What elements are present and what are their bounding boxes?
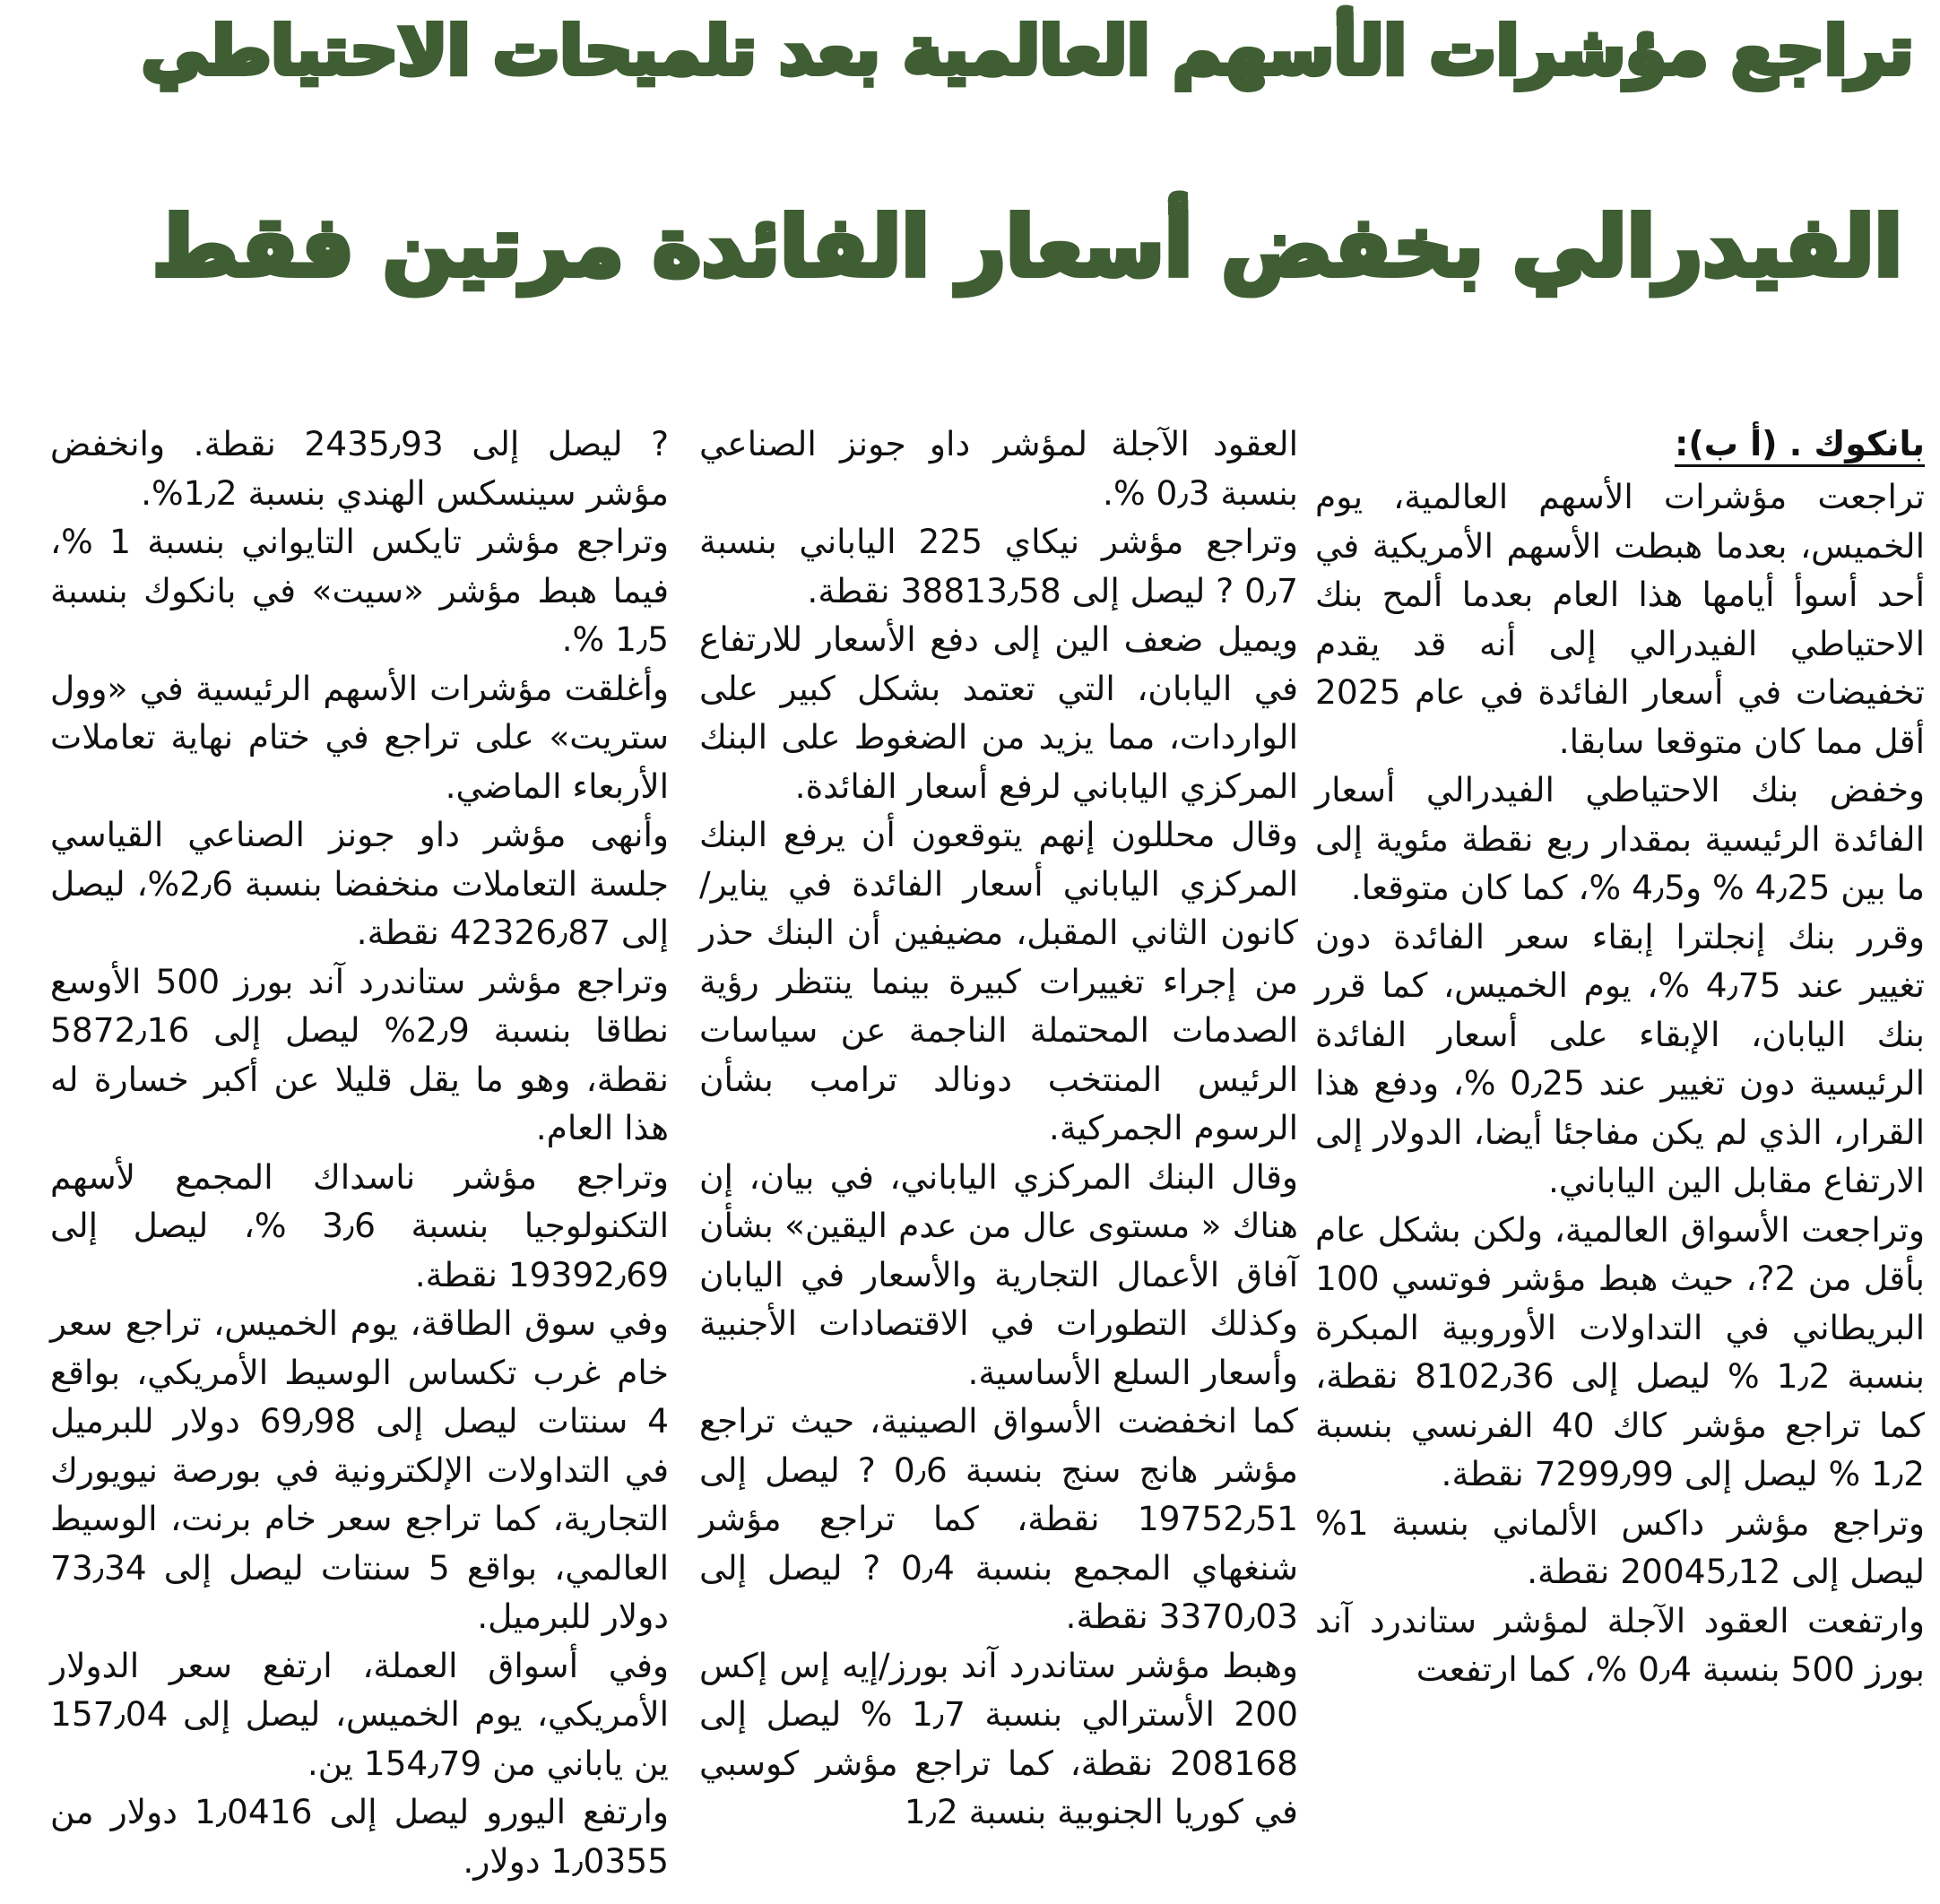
paragraph: وقال البنك المركزي الياباني، في بيان، إن هناك « مستوى عال من عدم اليقين» بشأن آفاق الأعمال التجارية والأسعار في اليابان وكذلك التطورات في الاقتصادات الأجنبية وأسعار السلع الأساسية. bbox=[699, 1156, 1298, 1392]
paragraph: كما انخفضت الأسواق الصينية، حيث تراجع مؤشر هانج سنج بنسبة 0٫6 ? ليصل إلى 19752٫51 نقطة، كما تراجع مؤشر شنغهاي المجمع بنسبة 0٫4 ? ليصل إلى 3370٫03 نقطة. bbox=[699, 1401, 1298, 1636]
paragraph: وتراجع مؤشر تايكس التايواني بنسبة 1 %، فيما هبط مؤشر «سيت» في بانكوك بنسبة 1٫5 %. bbox=[50, 522, 670, 659]
paragraph: ? ليصل إلى 2435٫93 نقطة. وانخفض مؤشر سينسكس الهندي بنسبة 1٫2%. bbox=[50, 424, 669, 513]
paragraph: العقود الآجلة لمؤشر داو جونز الصناعي بنسبة 0٫3 %. bbox=[699, 424, 1298, 513]
paragraph: وارتفعت العقود الآجلة لمؤشر ستاندرد آند بورز 500 بنسبة 0٫4 %، كما ارتفعت bbox=[1315, 1600, 1925, 1689]
paragraph: وأغلقت مؤشرات الأسهم الرئيسية في «وول ستريت» على تراجع في ختام نهاية تعاملات الأربعاء الماضي. bbox=[50, 668, 669, 806]
article-column-2 bbox=[699, 420, 1298, 1837]
article-column-1 bbox=[1315, 420, 1925, 1694]
dateline: بانكوك . (أ ب): bbox=[1675, 423, 1925, 467]
paragraph: وفي سوق الطاقة، يوم الخميس، تراجع سعر خام غرب تكساس الوسيط الأمريكي، بواقع 4 سنتات ليصل إلى 69٫98 دولار للبرميل في التداولات الإلكترونية في بورصة نيويورك التجارية، كما تراجع سعر خام برنت، الوسيط العالمي، بواقع 5 سنتات ليصل إلى 73٫34 دولار للبرميل. bbox=[50, 1303, 669, 1636]
paragraph: وأنهى مؤشر داو جونز الصناعي القياسي جلسة التعاملات منخفضا بنسبة 2٫6%، ليصل إلى 42326٫87 نقطة. bbox=[50, 815, 669, 952]
article-column-3 bbox=[50, 420, 669, 1885]
paragraph: وهبط مؤشر ستاندرد آند بورز/إيه إس إكس 200 الأسترالي بنسبة 1٫7 % ليصل إلى 208168 نقطة، كما تراجع مؤشر كوسبي في كوريا الجنوبية بنسبة 1٫2 bbox=[699, 1645, 1298, 1831]
paragraph: تراجعت مؤشرات الأسهم العالمية، يوم الخميس، بعدما هبطت الأسهم الأمريكية في أحد أسوأ أيامها هذا العام بعدما ألمح بنك الاحتياطي الفيدرالي إلى أنه قد يقدم تخفيضات في أسعار الفائدة في عام 2025 أقل مما كان متوقعا سابقا. bbox=[1315, 477, 1925, 761]
paragraph: وتراجع مؤشر ستاندرد آند بورز 500 الأوسع نطاقا بنسبة 2٫9% ليصل إلى 5872٫16 نقطة، وهو ما يقل قليلا عن أكبر خسارة له هذا العام. bbox=[50, 961, 669, 1147]
paragraph: وارتفع اليورو ليصل إلى 1٫0416 دولار من 1٫0355 دولار. bbox=[50, 1792, 670, 1881]
paragraph: ويميل ضعف الين إلى دفع الأسعار للارتفاع في اليابان، التي تعتمد بشكل كبير على الواردات، مما يزيد من الضغوط على البنك المركزي الياباني لرفع أسعار الفائدة. bbox=[699, 619, 1298, 806]
paragraph: وتراجع مؤشر ناسداك المجمع لأسهم التكنولوجيا بنسبة 3٫6 %، ليصل إلى 19392٫69 نقطة. bbox=[50, 1156, 669, 1294]
headline-line-1: تراجع مؤشرات الأسهم العالمية بعد تلميحات الاحتياطي bbox=[141, 13, 1914, 90]
headline-line-2: الفيدرالي بخفض أسعار الفائدة مرتين فقط bbox=[152, 199, 1903, 295]
paragraph: وتراجع مؤشر داكس الألماني بنسبة 1% ليصل إلى 20045٫12 نقطة. bbox=[1315, 1502, 1925, 1591]
paragraph: وتراجع مؤشر نيكاي 225 الياباني بنسبة 0٫7 ? ليصل إلى 38813٫58 نقطة. bbox=[699, 522, 1298, 610]
paragraph: وقرر بنك إنجلترا إبقاء سعر الفائدة دون تغيير عند 4٫75 %، يوم الخميس، كما قرر بنك اليابان، الإبقاء على أسعار الفائدة الرئيسية دون تغيير عند 0٫25 %، ودفع هذا القرار، الذي لم يكن مفاجئا أيضا، الدولار إلى الارتفاع مقابل الين الياباني. bbox=[1315, 916, 1925, 1200]
paragraph: وفي أسواق العملة، ارتفع سعر الدولار الأمريكي، يوم الخميس، ليصل إلى 157٫04 ين ياباني من 154٫79 ين. bbox=[50, 1645, 669, 1783]
paragraph: وخفض بنك الاحتياطي الفيدرالي أسعار الفائدة الرئيسية بمقدار ربع نقطة مئوية إلى ما بين 4٫25 % و4٫5 %، كما كان متوقعا. bbox=[1315, 770, 1925, 907]
paragraph: وقال محللون إنهم يتوقعون أن يرفع البنك المركزي الياباني أسعار الفائدة في يناير/كانون الثاني المقبل، مضيفين أن البنك حذر من إجراء تغييرات كبيرة بينما ينتظر رؤية الصدمات المحتملة الناجمة عن سياسات الرئيس المنتخب دونالد ترامب بشأن الرسوم الجمركية. bbox=[699, 815, 1298, 1147]
paragraph: وتراجعت الأسواق العالمية، ولكن بشكل عام بأقل من 2?، حيث هبط مؤشر فوتسي 100 البريطاني في التداولات الأوروبية المبكرة بنسبة 1٫2 % ليصل إلى 8102٫36 نقطة، كما تراجع مؤشر كاك 40 الفرنسي بنسبة 1٫2 % ليصل إلى 7299٫99 نقطة. bbox=[1315, 1209, 1925, 1493]
